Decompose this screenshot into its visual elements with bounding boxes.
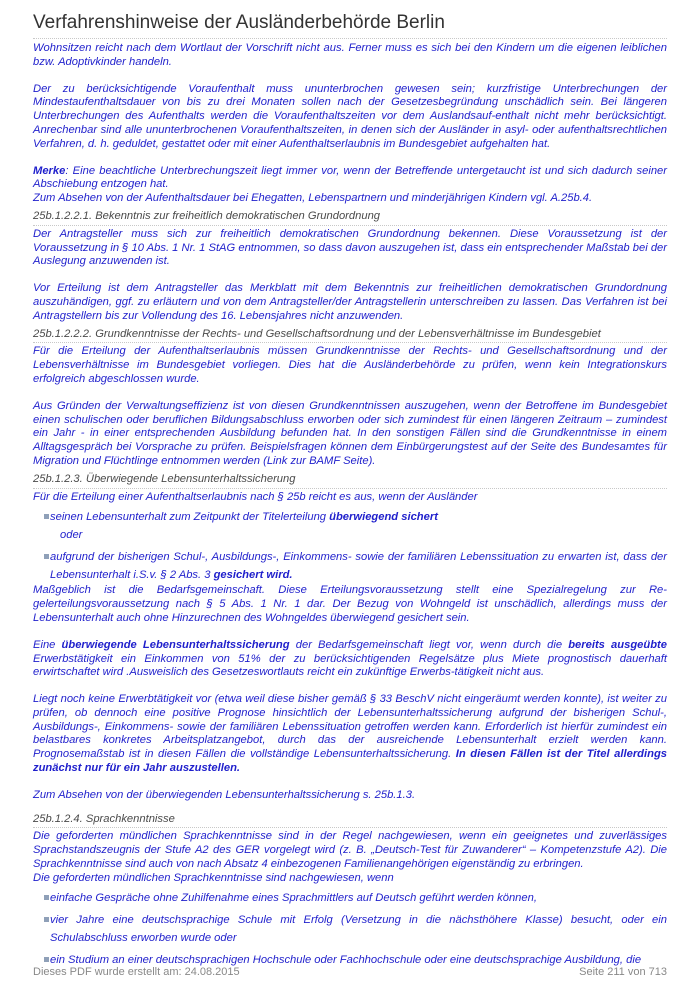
- bullet-icon: [44, 514, 49, 519]
- paragraph: Liegt noch keine Erwerbtätigkeit vor (etwa weil diese bisher gemäß § 33 BeschV nicht eingeräumt werden konnte), ist weiter zu prüfen, ob dennoch eine positive Prognose hinsichtlich der Lebensunterhaltssicherung aufgrund der bisherigen Schul-, Ausbildungs-, Einkommens- sowie der familiären Lebenssituation getroffen werden kann. Erforderlich ist hierfür zumindest ein belastbares konkretes Arbeitsplatzangebot, durch das der ausreichende Lebensunterhalt erzielt werden kann. Prognosemaßstab ist in diesen Fällen die vollständige Lebensunterhaltssicherung. In diesen Fällen ist der Titel allerdings zunächst nur für ein Jahr auszustellen.: [33, 693, 667, 775]
- paragraph: Für die Erteilung einer Aufenthaltserlaubnis nach § 25b reicht es aus, wenn der Ausländer: [33, 490, 478, 503]
- paragraph: Wohnsitzen reicht nach dem Wortlaut der Vorschrift nicht aus. Ferner muss es sich bei den Kindern um die eigenen leiblichen bzw. Adoptivkinder handeln.: [33, 42, 667, 68]
- page-title: Verfahrenshinweise der Ausländerbehörde Berlin: [33, 12, 667, 39]
- list-item: aufgrund der bisherigen Schul-, Ausbildungs-, Einkommens- sowie der familiären Lebenssituation zu erwarten ist, dass der Lebensunterhalt i.S.v. § 2 Abs. 3 gesichert wird.: [33, 548, 667, 584]
- document-body: [33, 42, 667, 969]
- paragraph: Die geforderten mündlichen Sprachkenntnisse sind in der Regel nachgewiesen, wenn ein geeignetes und zuverlässiges Sprachstandszeugnis der Stufe A2 des GER vorgelegt wird (z. B. „Deutsch-Test für Zuwanderer“ – Kompetenzstufe A2). Die Sprachkenntnisse sind auch von nach Absatz 4 einbezogenen Familienangehörigen eigenständig zu erbringen.: [33, 830, 667, 871]
- paragraph: Maßgeblich ist die Bedarfsgemeinschaft. Diese Erteilungsvoraussetzung stellt eine Spezialregelung zur Re-gelerteilungsvoraussetzung nach § 5 Abs. 1 Nr. 1 dar. Der Bezug von Wohngeld ist unschädlich, allerdings muss der Lebensunterhalt auch ohne Hinzurechnen des Wohngeldes überwiegend gesichert sein.: [33, 584, 667, 624]
- bullet-icon: [44, 957, 49, 962]
- bullet-icon: [44, 895, 49, 900]
- paragraph: Zum Absehen von der überwiegenden Lebensunterhaltssicherung s. 25b.1.3.: [33, 788, 416, 801]
- merke-text: : Eine beachtliche Unterbrechungszeit liegt immer vor, wenn der Betreffende untergetaucht ist und sich dadurch seiner Abschiebung entzogen hat.: [33, 164, 667, 191]
- footer-page-number: Seite 211 von 713: [579, 966, 667, 978]
- section-heading: 25b.1.2.3. Überwiegende Lebensunterhaltssicherung: [33, 473, 667, 489]
- paragraph: Der zu berücksichtigende Voraufenthalt muss ununterbrochen gewesen sein; kurzfristige Unterbrechungen der Mindestaufenthaltsdauer von bis zu drei Monaten sollen nach der Gesetzesbegründung unschädlich sein. Bei längeren Unterbrechungen des Aufenthalts werden die Voraufenthaltszeiten vor dem Auslandsauf-enthalt nicht mehr berücksichtigt. Anrechenbar sind alle ununterbrochenen Voraufenthaltszeiten, in denen sich der Ausländer in asyl- oder aufenthaltsrechtlichen Verfahren, d. h. geduldet, gestattet oder mit einer Aufenthaltserlaubnis im Bundesgebiet aufgehalten hat.: [33, 82, 667, 150]
- paragraph: Zum Absehen von der Aufenthaltsdauer bei Ehegatten, Lebenspartnern und minderjährigen Kindern vgl. A.25b.4.: [33, 192, 593, 205]
- footer-created: Dieses PDF wurde erstellt am: 24.08.2015: [33, 966, 240, 978]
- paragraph: Eine überwiegende Lebensunterhaltssicherung der Bedarfsgemeinschaft liegt vor, wenn durch die bereits ausgeübte Erwerbstätigkeit ein Einkommen von 51% der zu berücksichtigenden Regelsätze plus Miete prognostisch dauerhaft erwirtschaftet wird .Ausweislich des Gesetzeswortlauts reicht ein zukünftige Erwerbs-tätigkeit nicht aus.: [33, 638, 667, 679]
- paragraph: Aus Gründen der Verwaltungseffizienz ist von diesen Grundkenntnissen auszugehen, wenn der Betroffene im Bundesgebiet einen schulischen oder beruflichen Bildungsabschluss erworben oder sich zumindest für einen längeren Zeitraum – zumindest ein Jahr - in einer entsprechenden Ausbildung befunden hat. In den sonstigen Fällen sind die Grundkenntnisse in einem Alltagsgespräch bei Vorsprache zu prüfen. Beispielsfragen können dem Einbürgerungstest auf der Seite des Bundesamtes für Migration und Flüchtlinge entnommen werden (Link zur BAMF Seite).: [33, 399, 667, 467]
- list-item: vier Jahre eine deutschsprachige Schule mit Erfolg (Versetzung in die nächsthöhere Klasse) besucht, oder ein Schulabschluss erworben wurde oder: [33, 911, 667, 947]
- list-connector: oder: [60, 529, 83, 542]
- merke-paragraph: [33, 165, 667, 193]
- section-heading: 25b.1.2.4. Sprachkenntnisse: [33, 813, 667, 829]
- bullet-icon: [44, 554, 49, 559]
- list-item: einfache Gespräche ohne Zuhilfenahme eines Sprachmittlers auf Deutsch geführt werden können,: [33, 889, 667, 907]
- list-item: seinen Lebensunterhalt zum Zeitpunkt der Titelerteilung überwiegend sichert: [33, 508, 667, 526]
- paragraph: Vor Erteilung ist dem Antragsteller das Merkblatt mit dem Bekenntnis zur freiheitlichen demokratischen Grundordnung auszuhändigen, ggf. zu erläutern und von dem Antragsteller/der Antragstellerin unterschreiben zu lassen. Das Verfahren ist bei Antragstellern bis zur Vollendung des 16. Lebensjahres nicht anzuwenden.: [33, 282, 667, 322]
- paragraph: Der Antragsteller muss sich zur freiheitlich demokratischen Grundordnung bekennen. Diese Voraussetzung ist der Voraussetzung in § 10 Abs. 1 Nr. 1 StAG entnommen, so dass davon auszugehen ist, dass ein entsprechender Maßstab bei der Auslegung anzuwenden ist.: [33, 227, 667, 268]
- bullet-icon: [44, 917, 49, 922]
- merke-label: Merke: [33, 164, 66, 177]
- section-heading: 25b.1.2.2.1. Bekenntnis zur freiheitlich demokratischen Grundordnung: [33, 210, 667, 226]
- paragraph: Die geforderten mündlichen Sprachkenntnisse sind nachgewiesen, wenn: [33, 871, 394, 884]
- list-item: ein Studium an einer deutschsprachigen Hochschule oder Fachhochschule oder eine deutschsprachige Ausbildung, die: [33, 951, 667, 969]
- section-heading: 25b.1.2.2.2. Grundkenntnisse der Rechts- und Gesellschaftsordnung und der Lebensverhältnisse im Bundesgebiet: [33, 328, 667, 344]
- paragraph: Für die Erteilung der Aufenthaltserlaubnis müssen Grundkenntnisse der Rechts- und Gesellschaftsordnung und der Lebensverhältnisse im Bundesgebiet vorliegen. Dies hat die Ausländerbehörde zu prüfen, wenn kein Integrationskurs erfolgreich abgeschlossen wurde.: [33, 345, 667, 385]
